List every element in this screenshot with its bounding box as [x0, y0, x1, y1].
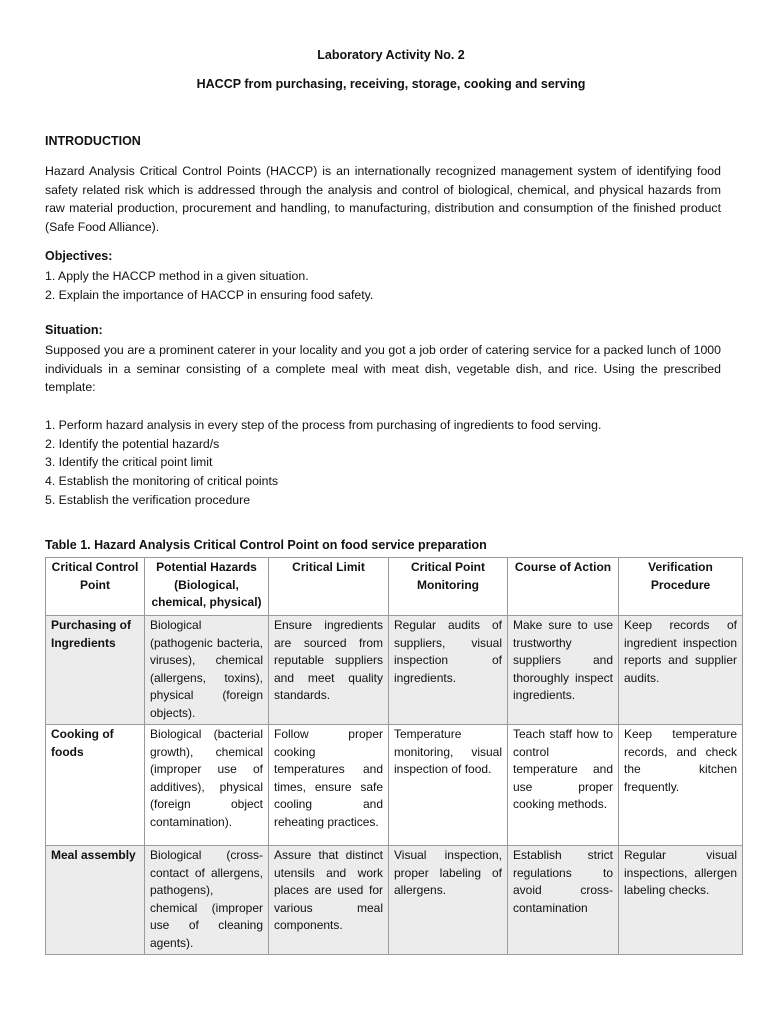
column-header: Potential Hazards (Biological, chemical, physical)	[145, 558, 269, 616]
table-cell: Meal assembly	[46, 846, 145, 955]
situation-heading: Situation:	[45, 323, 103, 337]
objectives-heading: Objectives:	[45, 249, 113, 263]
table-cell: Visual inspection, proper labeling of allergens.	[389, 846, 508, 955]
table-row	[46, 846, 743, 955]
page-subtitle: HACCP from purchasing, receiving, storage, cooking and serving	[196, 77, 586, 91]
objective-item: 2. Explain the importance of HACCP in ensuring food safety.	[45, 287, 374, 302]
table-cell: Biological (bacterial growth), chemical (improper use of additives), physical (foreign object contamination).	[145, 725, 269, 846]
introduction-paragraph: Hazard Analysis Critical Control Points (HACCP) is an internationally recognized management system of identifying food safety related risk which is addressed through the analysis and control of biological, chemical, and physical hazards from raw material production, procurement and handling, to manufacturing, distribution and consumption of the finished product (Safe Food Alliance).	[45, 164, 721, 234]
column-header: Verification Procedure	[619, 558, 743, 616]
introduction-heading: INTRODUCTION	[45, 134, 141, 148]
table-cell: Establish strict regulations to avoid cross-contamination	[508, 846, 619, 955]
table-cell: Follow proper cooking temperatures and times, ensure safe cooling and reheating practices.	[269, 725, 389, 846]
table-cell: Regular visual inspections, allergen labeling checks.	[619, 846, 743, 955]
step-item: 3. Identify the critical point limit	[45, 455, 213, 470]
column-header: Critical Limit	[269, 558, 389, 616]
column-header: Course of Action	[508, 558, 619, 616]
table-cell: Regular audits of suppliers, visual inspection of ingredients.	[389, 616, 508, 725]
column-header: Critical Control Point	[46, 558, 145, 616]
table-cell: Teach staff how to control temperature and use proper cooking methods.	[508, 725, 619, 846]
objectives-list	[45, 267, 373, 304]
step-item: 4. Establish the monitoring of critical points	[45, 474, 279, 489]
table-cell: Cooking of foods	[46, 725, 145, 846]
table-cell: Biological (pathogenic bacteria, viruses), chemical (allergens, toxins), physical (foreign objects).	[145, 616, 269, 725]
table-cell: Ensure ingredients are sourced from reputable suppliers and meet quality standards.	[269, 616, 389, 725]
table-header-row	[46, 558, 743, 616]
table-cell: Make sure to use trustworthy suppliers and thoroughly inspect ingredients.	[508, 616, 619, 725]
column-header: Critical Point Monitoring	[389, 558, 508, 616]
table-cell: Biological (cross-contact of allergens, pathogens), chemical (improper use of cleaning agents).	[145, 846, 269, 955]
situation-paragraph: Supposed you are a prominent caterer in your locality and you got a job order of catering service for a packed lunch of 1000 individuals in a seminar consisting of a complete meal with meat dish, vegetable dish, and rice. Using the prescribed template:	[45, 343, 721, 394]
haccp-table	[45, 557, 743, 955]
table-cell: Keep records of ingredient inspection reports and supplier audits.	[619, 616, 743, 725]
steps-list	[45, 416, 601, 510]
table-cell: Purchasing of Ingredients	[46, 616, 145, 725]
table-row	[46, 616, 743, 725]
step-item: 2. Identify the potential hazard/s	[45, 436, 220, 451]
step-item: 5. Establish the verification procedure	[45, 492, 251, 507]
table-cell: Temperature monitoring, visual inspection of food.	[389, 725, 508, 846]
objective-item: 1. Apply the HACCP method in a given situation.	[45, 269, 309, 283]
table-caption: Table 1. Hazard Analysis Critical Control Point on food service preparation	[45, 538, 487, 552]
step-item: 1. Perform hazard analysis in every step of the process from purchasing of ingredients to food serving.	[45, 418, 602, 432]
table-row	[46, 725, 743, 846]
table-cell: Keep temperature records, and check the kitchen frequently.	[619, 725, 743, 846]
page-title: Laboratory Activity No. 2	[317, 48, 465, 62]
table-cell: Assure that distinct utensils and work places are used for various meal components.	[269, 846, 389, 955]
